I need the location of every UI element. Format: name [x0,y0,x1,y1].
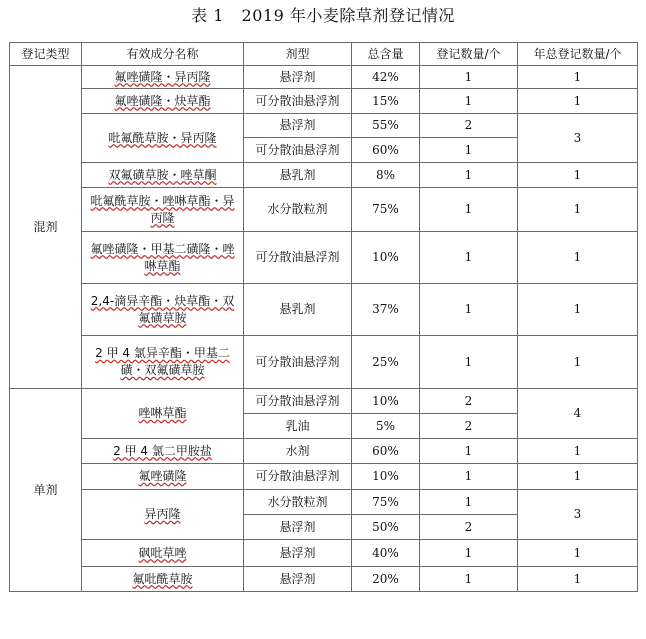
cell-count: 2 [420,515,518,540]
cell-formulation: 乳油 [244,414,352,439]
cell-count: 2 [420,389,518,414]
cell-content: 10% [352,389,420,414]
header-row [10,43,638,66]
cell-annual-total: 1 [518,232,638,284]
cell-ingredient [82,540,244,567]
cell-content: 75% [352,188,420,232]
cell-annual-total: 1 [518,464,638,490]
cell-annual-total: 1 [518,336,638,389]
ingredient-name: 吡氟酰草胺・异丙隆 [108,130,217,145]
cell-formulation: 悬浮剂 [244,114,352,138]
cell-formulation: 悬乳剂 [244,284,352,336]
cell-content: 50% [352,515,420,540]
cell-count: 1 [420,188,518,232]
cell-content: 60% [352,439,420,464]
ingredient-name: 双氟磺草胺・唑草酮 [108,167,217,182]
ingredient-name: 氟吡酰草胺 [132,571,193,586]
table-row [10,389,638,414]
header-annual-total: 年总登记数量/个 [518,43,638,66]
ingredient-name: 砜吡草唑 [138,545,187,560]
cell-content: 55% [352,114,420,138]
table-caption-label: 表 1 [191,6,224,25]
table-row [10,336,638,389]
cell-ingredient [82,163,244,188]
cell-ingredient [82,389,244,439]
cell-formulation: 悬浮剂 [244,567,352,592]
cell-ingredient [82,232,244,284]
cell-content: 40% [352,540,420,567]
cell-content: 10% [352,464,420,490]
cell-annual-total: 1 [518,188,638,232]
cell-formulation: 悬乳剂 [244,163,352,188]
cell-formulation: 可分散油悬浮剂 [244,336,352,389]
cell-content: 37% [352,284,420,336]
table-row [10,567,638,592]
cell-formulation: 水分散粒剂 [244,490,352,515]
cell-count: 2 [420,414,518,439]
ingredient-name: 氟唑磺隆・异丙隆 [114,69,211,84]
cell-ingredient [82,439,244,464]
cell-ingredient [82,490,244,540]
cell-ingredient [82,114,244,163]
cell-ingredient [82,336,244,389]
table-row [10,540,638,567]
cell-count: 1 [420,540,518,567]
cell-ingredient [82,89,244,114]
cell-count: 1 [420,336,518,389]
header-ingredient: 有效成分名称 [82,43,244,66]
table-row [10,232,638,284]
ingredient-name: 唑啉草酯 [138,406,187,420]
cell-count: 1 [420,490,518,515]
cell-formulation: 可分散油悬浮剂 [244,389,352,414]
cell-content: 75% [352,490,420,515]
table-row [10,66,638,89]
table-row [10,439,638,464]
cell-formulation: 可分散油悬浮剂 [244,89,352,114]
cell-formulation: 悬浮剂 [244,66,352,89]
cell-annual-total: 1 [518,163,638,188]
cell-content: 15% [352,89,420,114]
cell-content: 42% [352,66,420,89]
cell-content: 25% [352,336,420,389]
cell-count: 1 [420,284,518,336]
cell-formulation: 可分散油悬浮剂 [244,464,352,490]
cell-annual-total: 3 [518,114,638,163]
table-row [10,89,638,114]
table-body [10,66,638,592]
header-content: 总含量 [352,43,420,66]
ingredient-name: 氟唑磺隆 [138,469,187,483]
table-row [10,490,638,515]
cell-ingredient [82,66,244,89]
cell-annual-total: 1 [518,540,638,567]
ingredient-name: 2 甲 4 氯异辛酯・甲基二磺・双氟磺草胺 [95,346,230,377]
cell-count: 1 [420,163,518,188]
cell-formulation: 悬浮剂 [244,515,352,540]
table-row [10,284,638,336]
cell-annual-total: 1 [518,439,638,464]
cell-count: 1 [420,439,518,464]
table-caption-text: 2019 年小麦除草剂登记情况 [241,6,455,25]
cell-ingredient [82,464,244,490]
cell-formulation: 悬浮剂 [244,540,352,567]
cell-type: 单剂 [10,389,82,592]
ingredient-name: 异丙隆 [144,507,181,521]
cell-content: 5% [352,414,420,439]
cell-count: 1 [420,89,518,114]
cell-count: 2 [420,114,518,138]
cell-annual-total: 1 [518,89,638,114]
cell-type: 混剂 [10,66,82,389]
table-row [10,114,638,138]
cell-formulation: 可分散油悬浮剂 [244,232,352,284]
cell-annual-total: 4 [518,389,638,439]
table-row [10,163,638,188]
header-count: 登记数量/个 [420,43,518,66]
cell-formulation: 水剂 [244,439,352,464]
ingredient-name: 氟唑磺隆・甲基二磺隆・唑啉草酯 [90,241,235,273]
ingredient-name: 吡氟酰草胺・唑啉草酯・异丙隆 [90,193,235,225]
cell-annual-total: 1 [518,284,638,336]
cell-formulation: 可分散油悬浮剂 [244,138,352,163]
header-type: 登记类型 [10,43,82,66]
ingredient-name: 氟唑磺隆・炔草酯 [114,93,211,108]
cell-count: 1 [420,138,518,163]
header-formulation: 剂型 [244,43,352,66]
cell-content: 10% [352,232,420,284]
cell-count: 1 [420,464,518,490]
cell-annual-total: 1 [518,567,638,592]
ingredient-name: 2 甲 4 氯二甲胺盐 [113,443,212,458]
cell-annual-total: 1 [518,66,638,89]
cell-count: 1 [420,66,518,89]
table-row [10,464,638,490]
registration-table [9,42,638,592]
cell-count: 1 [420,567,518,592]
cell-ingredient [82,188,244,232]
cell-count: 1 [420,232,518,284]
cell-annual-total: 3 [518,490,638,540]
cell-content: 20% [352,567,420,592]
cell-ingredient [82,284,244,336]
cell-content: 8% [352,163,420,188]
cell-formulation: 水分散粒剂 [244,188,352,232]
table-caption [0,3,646,29]
table-row [10,188,638,232]
cell-content: 60% [352,138,420,163]
cell-ingredient [82,567,244,592]
ingredient-name: 2,4-滴异辛酯・炔草酯・双氟磺草胺 [90,293,235,325]
